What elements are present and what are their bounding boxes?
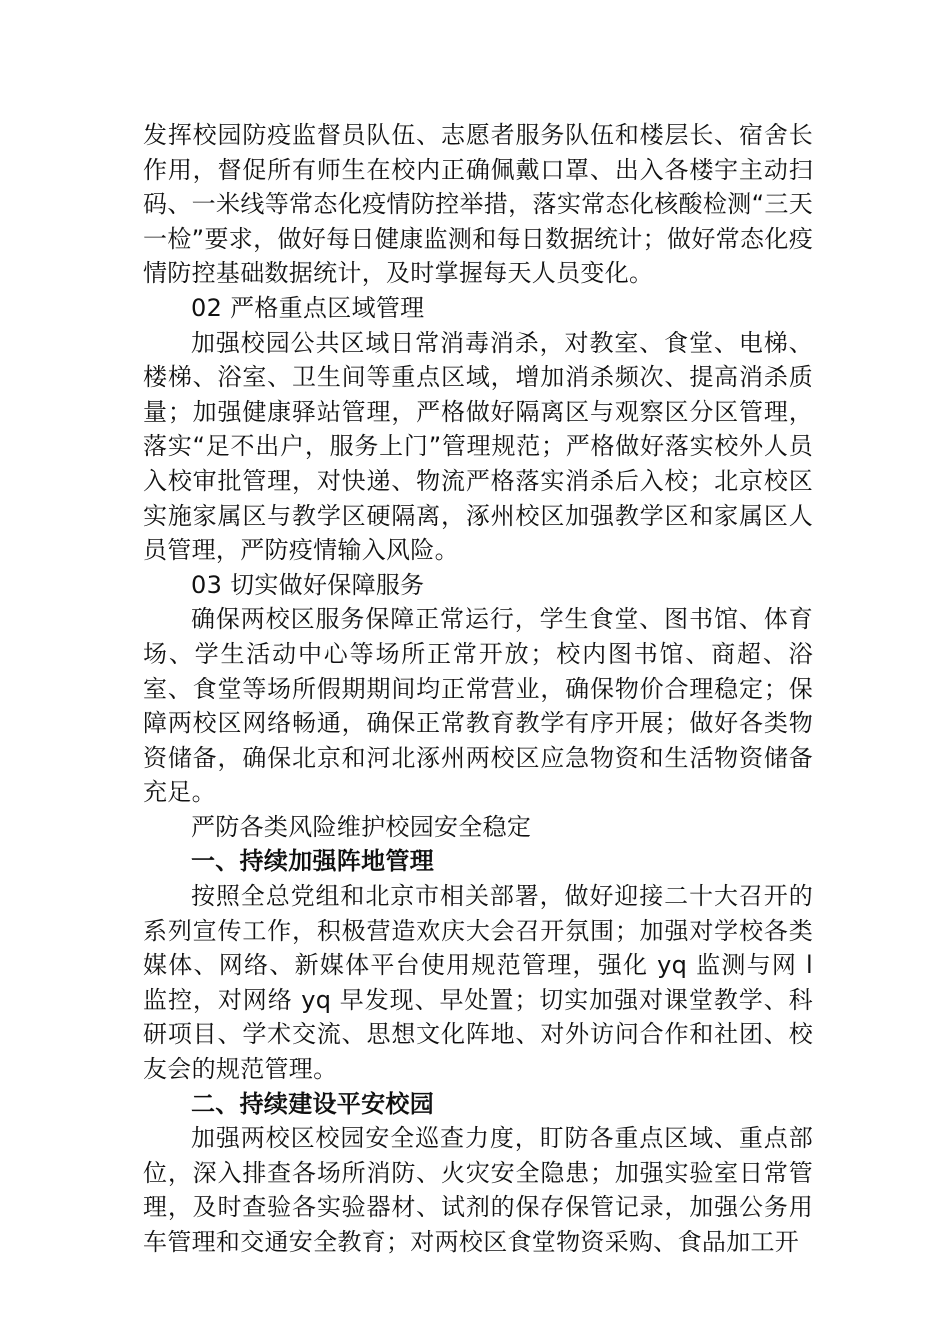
paragraph-epidemic-measures: 发挥校园防疫监督员队伍、志愿者服务队伍和楼层长、宿舍长作用，督促所有师生在校内正确佩戴口罩、出入各楼宇主动扫码、一米线等常态化疫情防控举措，落实常态化核酸检测“三天一检”要求，做好每日健康监测和每日数据统计；做好常态化疫情防控基础数据统计，及时掌握每天人员变化。 xyxy=(143,121,813,288)
heading-support-services: 03 切实做好保障服务 xyxy=(191,570,425,599)
paragraph-safe-campus: 加强两校区校园安全巡查力度，盯防各重点区域、重点部位，深入排查各场所消防、火灾安全隐患；加强实验室日常管理，及时查验各实验器材、试剂的保存保管记录，加强公务用车管理和交通安全教育；对两校区食堂物资采购、食品加工开 xyxy=(143,1124,813,1256)
heading-campus-safety: 严防各类风险维护校园安全稳定 xyxy=(191,812,532,841)
document-body xyxy=(143,118,813,1260)
heading-safe-campus: 二、持续建设平安校园 xyxy=(191,1089,434,1118)
heading-key-area-management: 02 严格重点区域管理 xyxy=(191,293,425,322)
paragraph-support-services: 确保两校区服务保障正常运行，学生食堂、图书馆、体育场、学生活动中心等场所正常开放；校内图书馆、商超、浴室、食堂等场所假期期间均正常营业，确保物价合理稳定；保障两校区网络畅通，确保正常教育教学有序开展；做好各类物资储备，确保北京和河北涿州两校区应急物资和生活物资储备充足。 xyxy=(143,605,813,807)
paragraph-key-area-management: 加强校园公共区域日常消毒消杀，对教室、食堂、电梯、楼梯、浴室、卫生间等重点区域，增加消杀频次、提高消杀质量；加强健康驿站管理，严格做好隔离区与观察区分区管理，落实“足不出户，服务上门”管理规范；严格做好落实校外人员入校审批管理，对快递、物流严格落实消杀后入校；北京校区实施家属区与教学区硬隔离，涿州校区加强教学区和家属区人员管理，严防疫情输入风险。 xyxy=(143,328,813,565)
heading-position-management: 一、持续加强阵地管理 xyxy=(191,847,434,876)
paragraph-position-management: 按照全总党组和北京市相关部署，做好迎接二十大召开的系列宣传工作，积极营造欢庆大会召开氛围；加强对学校各类媒体、网络、新媒体平台使用规范管理，强化 yq 监测与网 l 监控，对网络 yq 早发现、早处置；切实加强对课堂教学、科研项目、学术交流、思想文化阵地、对外访问合作和社团、校友会的规范管理。 xyxy=(143,882,813,1084)
